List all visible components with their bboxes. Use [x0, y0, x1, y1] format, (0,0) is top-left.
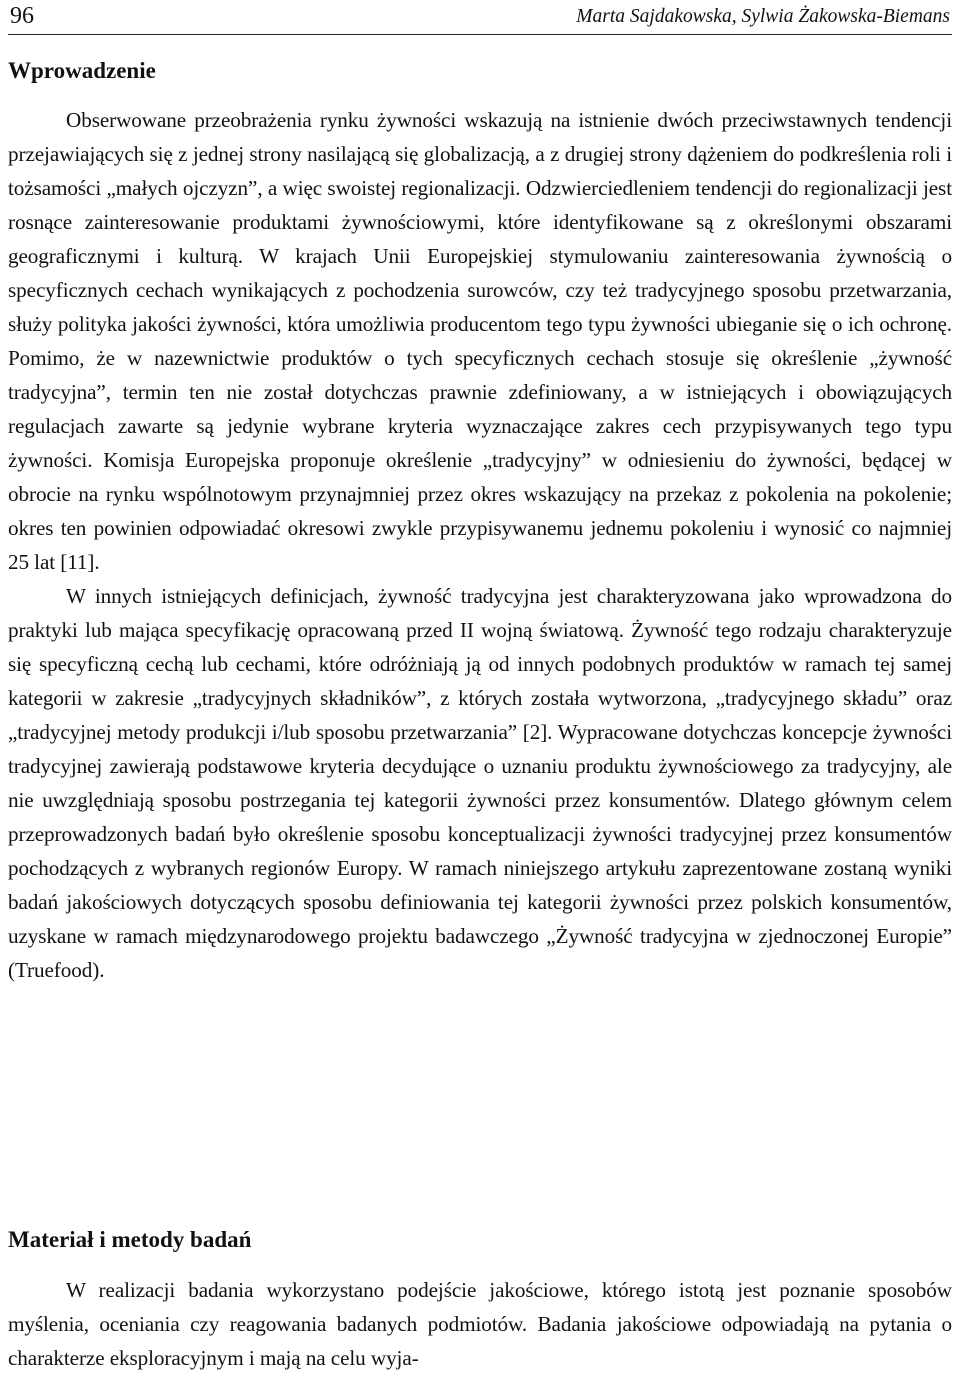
- page-header: [8, 0, 952, 35]
- paragraph: W innych istniejących definicjach, żywność tradycyjna jest charakteryzowana jako wprowadzona do praktyki lub mająca specyfikację opracowaną przed II wojną światową. Żywność tego rodzaju charakteryzuje się specyficzną cechą lub cechami, które odróżniają ją od innych podobnych produktów w ramach tej samej kategorii w zakresie „tradycyjnych składników”, z których została wytworzona, „tradycyjnego składu” oraz „tradycyjnej metody produkcji i/lub sposobu przetwarzania” [2]. Wypracowane dotychczas koncepcje żywności tradycyjnej zawierają podstawowe kryteria decydujące o uznaniu produktu żywnościowego za tradycyjny, ale nie uwzględniają sposobu postrzegania tej kategorii żywności przez konsumentów. Dlatego głównym celem przeprowadzonych badań było określenie sposobu konceptualizacji żywności tradycyjnej przez konsumentów pochodzących z wybranych regionów Europy. W ramach niniejszego artykułu zaprezentowane zostaną wyniki badań jakościowych dotyczących sposobu definiowania tej kategorii żywności przez polskich konsumentów, uzyskane w ramach międzynarodowego projektu badawczego „Żywność tradycyjna w zjednoczonej Europie” (Truefood).: [8, 584, 952, 982]
- methods-body: [8, 1273, 952, 1375]
- introduction-body: [8, 103, 952, 987]
- document-page: [8, 0, 952, 1374]
- section-heading-introduction: Wprowadzenie: [8, 58, 156, 83]
- paragraph: Obserwowane przeobrażenia rynku żywności wskazują na istnienie dwóch przeciwstawnych tendencji przejawiających się z jednej strony nasilającą się globalizacją, a z drugiej strony dążeniem do podkreślenia roli i tożsamości „małych ojczyzn”, a więc swoistej regionalizacji. Odzwierciedleniem tendencji do regionalizacji jest rosnące zainteresowanie produktami żywnościowymi, które identyfikowane są z określonymi obszarami geograficznymi i kulturą. W krajach Unii Europejskiej stymulowaniu zainteresowania żywnością o specyficznych cechach wynikających z pochodzenia surowców, czy też tradycyjnego sposobu przetwarzania, służy polityka jakości żywności, która umożliwia producentom tego typu żywności ubieganie się o ich ochronę. Pomimo, że w nazewnictwie produktów o tych specyficznych cechach stosuje się określenie „żywność tradycyjna”, termin ten nie został dotychczas prawnie zdefiniowany, a w istniejących i obowiązujących regulacjach zawarte są jedynie wybrane kryteria wyznaczające zakres cech przypisywanych tego typu żywności. Komisja Europejska proponuje określenie „tradycyjny” w odniesieniu do żywności, będącej w obrocie na rynku wspólnotowym przynajmniej przez okres wskazujący na przekaz z pokolenia na pokolenie; okres ten powinien odpowiadać okresowi zwykle przypisywanemu jednemu pokoleniu i wynosić co najmniej 25 lat [11].: [8, 108, 952, 574]
- section-heading-methods: Materiał i metody badań: [8, 1227, 252, 1252]
- running-head-authors: Marta Sajdakowska, Sylwia Żakowska-Biemans: [576, 6, 950, 27]
- page-number: 96: [10, 3, 34, 29]
- paragraph: W realizacji badania wykorzystano podejście jakościowe, którego istotą jest poznanie sposobów myślenia, oceniania czy reagowania badanych podmiotów. Badania jakościowe odpowiadają na pytania o charakterze eksploracyjnym i mają na celu wyja-: [8, 1278, 952, 1370]
